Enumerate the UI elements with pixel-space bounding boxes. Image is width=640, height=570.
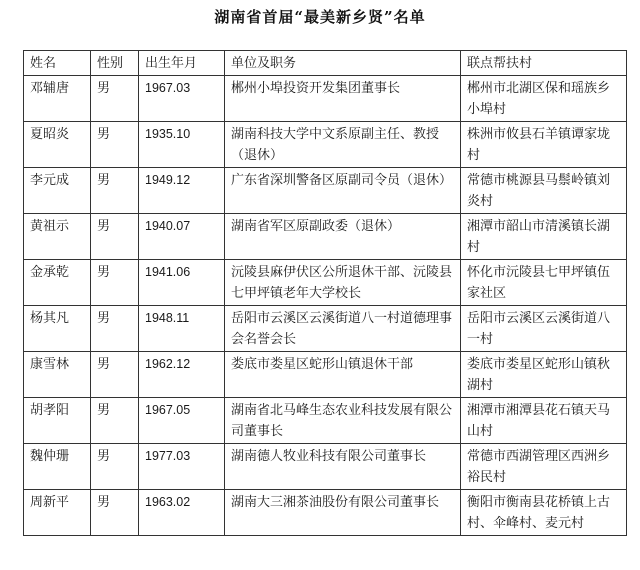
cell-name: 胡孝阳 (24, 398, 91, 444)
cell-position: 广东省深圳警备区原副司令员（退休） (225, 168, 461, 214)
cell-name: 杨其凡 (24, 306, 91, 352)
cell-name: 魏仲珊 (24, 444, 91, 490)
cell-gender: 男 (91, 398, 139, 444)
table-row (24, 168, 627, 214)
table-row (24, 260, 627, 306)
column-header-village: 联点帮扶村 (461, 51, 627, 76)
table-row (24, 76, 627, 122)
cell-position: 郴州小埠投资开发集团董事长 (225, 76, 461, 122)
table-header (24, 51, 627, 76)
cell-village: 株洲市攸县石羊镇谭家垅村 (461, 122, 627, 168)
cell-position: 湖南大三湘茶油股份有限公司董事长 (225, 490, 461, 536)
cell-position: 湖南省北马峰生态农业科技发展有限公司董事长 (225, 398, 461, 444)
table-body (24, 76, 627, 536)
cell-position: 湖南德人牧业科技有限公司董事长 (225, 444, 461, 490)
cell-name: 周新平 (24, 490, 91, 536)
document-title: 湖南省首届“最美新乡贤”名单 (214, 8, 426, 26)
cell-gender: 男 (91, 306, 139, 352)
table-row (24, 122, 627, 168)
cell-name: 夏昭炎 (24, 122, 91, 168)
cell-village: 衡阳市衡南县花桥镇上古村、伞峰村、麦元村 (461, 490, 627, 536)
cell-gender: 男 (91, 122, 139, 168)
cell-position: 沅陵县麻伊伏区公所退休干部、沅陵县七甲坪镇老年大学校长 (225, 260, 461, 306)
column-header-birth: 出生年月 (139, 51, 225, 76)
cell-name: 李元成 (24, 168, 91, 214)
cell-birth: 1963.02 (139, 490, 225, 536)
cell-name: 黄祖示 (24, 214, 91, 260)
cell-birth: 1977.03 (139, 444, 225, 490)
table-row (24, 490, 627, 536)
cell-gender: 男 (91, 168, 139, 214)
cell-gender: 男 (91, 260, 139, 306)
column-header-name: 姓名 (24, 51, 91, 76)
cell-birth: 1967.05 (139, 398, 225, 444)
cell-position: 岳阳市云溪区云溪街道八一村道德理事会名誉会长 (225, 306, 461, 352)
table-row (24, 398, 627, 444)
cell-name: 金承乾 (24, 260, 91, 306)
cell-birth: 1948.11 (139, 306, 225, 352)
header-row (24, 51, 627, 76)
cell-gender: 男 (91, 444, 139, 490)
cell-gender: 男 (91, 214, 139, 260)
cell-birth: 1962.12 (139, 352, 225, 398)
cell-village: 怀化市沅陵县七甲坪镇伍家社区 (461, 260, 627, 306)
cell-position: 娄底市娄星区蛇形山镇退休干部 (225, 352, 461, 398)
cell-village: 娄底市娄星区蛇形山镇秋湖村 (461, 352, 627, 398)
cell-name: 康雪林 (24, 352, 91, 398)
table-row (24, 444, 627, 490)
cell-village: 湘潭市湘潭县花石镇天马山村 (461, 398, 627, 444)
cell-village: 岳阳市云溪区云溪街道八一村 (461, 306, 627, 352)
cell-position: 湖南省军区原副政委（退休） (225, 214, 461, 260)
cell-gender: 男 (91, 490, 139, 536)
cell-village: 常德市西湖管理区西洲乡裕民村 (461, 444, 627, 490)
cell-gender: 男 (91, 352, 139, 398)
cell-position: 湖南科技大学中文系原副主任、教授（退休） (225, 122, 461, 168)
cell-birth: 1967.03 (139, 76, 225, 122)
roster-table (23, 50, 627, 536)
cell-birth: 1935.10 (139, 122, 225, 168)
cell-village: 湘潭市韶山市清溪镇长湖村 (461, 214, 627, 260)
table-row (24, 306, 627, 352)
column-header-position: 单位及职务 (225, 51, 461, 76)
cell-birth: 1949.12 (139, 168, 225, 214)
table-row (24, 352, 627, 398)
cell-name: 邓辅唐 (24, 76, 91, 122)
cell-birth: 1941.06 (139, 260, 225, 306)
cell-village: 郴州市北湖区保和瑶族乡小埠村 (461, 76, 627, 122)
cell-village: 常德市桃源县马鬃岭镇刘炎村 (461, 168, 627, 214)
table-row (24, 214, 627, 260)
cell-gender: 男 (91, 76, 139, 122)
column-header-gender: 性别 (91, 51, 139, 76)
cell-birth: 1940.07 (139, 214, 225, 260)
